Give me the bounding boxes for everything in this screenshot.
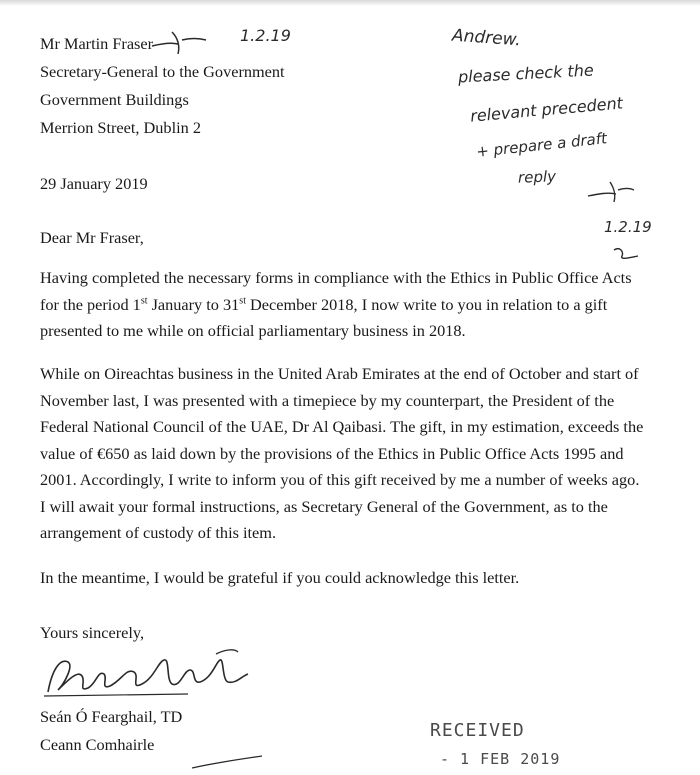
recipient-title: Secretary-General to the Government [40,62,285,81]
paragraph-1-line-2 [40,292,690,319]
recipient-name: Mr Martin Fraser [40,34,154,53]
paragraph-3: In the meantime, I would be grateful if you could acknowledge this letter. [40,568,520,587]
paragraph-2-line: November last, I was presented with a timepiece by my counterpart, the President of the [40,390,615,410]
paragraph-1-line-3: presented to me while on official parliamentary business in 2018. [40,321,466,340]
received-stamp-label: RECEIVED [430,720,525,741]
p1-l2-part-c: December 2018, I now write to you in relation to a gift [245,294,608,314]
p1-l2-sup-2: st [239,295,246,307]
note-squiggle [612,244,642,264]
p1-l2-sup-1: st [140,295,148,307]
note-initial-mark [586,180,636,204]
paragraph-1 [40,265,690,345]
p1-l2-part-a: for the period 1 [40,294,141,314]
handwritten-note-date: 1.2.19 [604,218,652,236]
closing: Yours sincerely, [40,623,145,642]
pen-mark-bottom [190,752,270,772]
paragraph-2-line: arrangement of custody of this item. [40,523,277,542]
p1-l2-part-b: January to 31 [147,294,240,314]
letter-date: 29 January 2019 [40,174,148,193]
initial-mark [150,28,210,58]
paragraph-2-line: Federal National Council of the UAE, Dr Al Qaibasi. The gift, in my estimation, exceeds the [40,417,644,436]
recipient-building: Government Buildings [40,90,189,109]
salutation: Dear Mr Fraser, [40,228,144,247]
signatory-name: Seán Ó Fearghail, TD [40,707,183,726]
paragraph-2-line: 2001. Accordingly, I write to inform you of this gift received by me a number of weeks ago. [40,470,640,489]
handwritten-initial-date: 1.2.19 [240,26,291,45]
scan-edge-shadow [0,0,700,6]
handwritten-note-line-3: relevant precedent [469,93,624,126]
received-stamp-date: - 1 FEB 2019 [440,750,561,768]
signatory-role: Ceann Comhairle [40,735,155,754]
handwritten-note-line-2: please check the [457,60,595,87]
handwritten-note-line-5: reply [517,167,557,187]
signature [38,640,258,710]
paragraph-1-line-1: Having completed the necessary forms in compliance with the Ethics in Public Office Acts [40,268,632,287]
paragraph-2-line: value of €650 as laid down by the provisions of the Ethics in Public Office Acts 1995 and [40,443,624,463]
handwritten-note-line-4: + prepare a draft [475,129,608,161]
handwritten-note-line-1: Andrew. [451,25,522,51]
recipient-street: Merrion Street, Dublin 2 [40,118,201,137]
paragraph-2-line: While on Oireachtas business in the United Arab Emirates at the end of October and start of [40,364,639,383]
paragraph-2 [40,361,690,547]
paragraph-2-line: I will await your formal instructions, as Secretary General of the Government, as to the [40,496,608,516]
